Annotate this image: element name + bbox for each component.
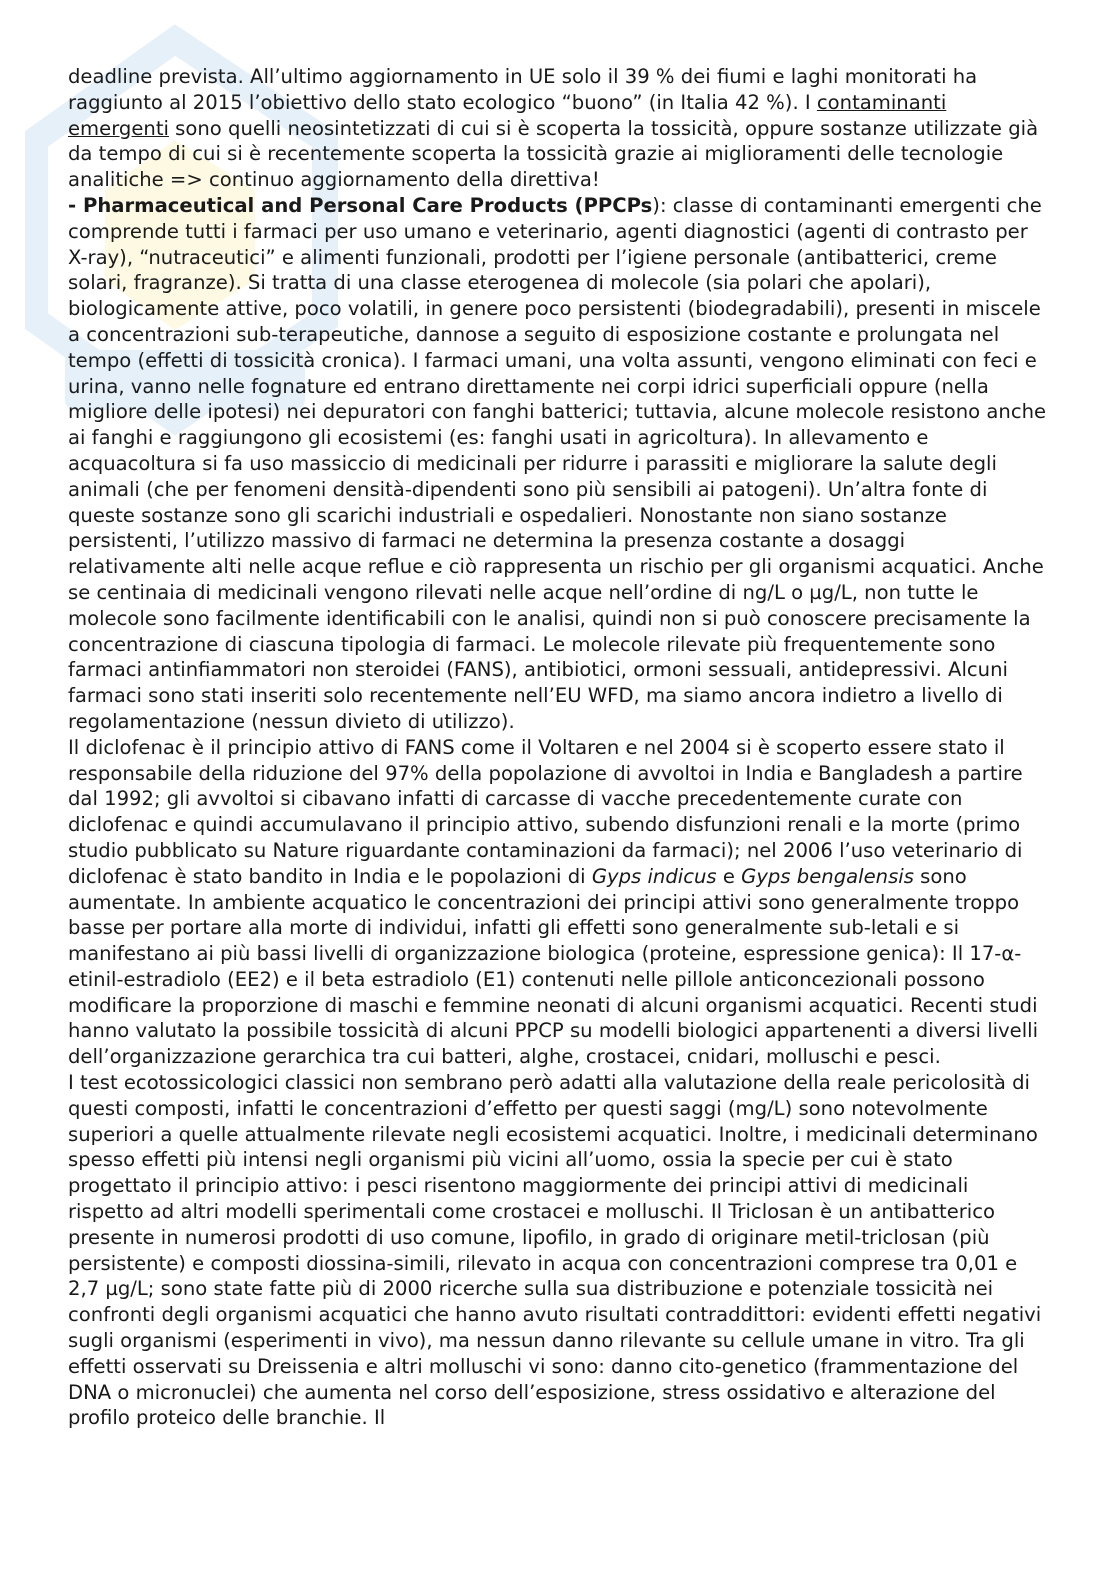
paragraph-ecotox-tests [68,1070,1048,1431]
section-heading: - Pharmaceutical and Personal Care Products (PPCPs [68,193,653,217]
text-segment: deadline prevista. All’ultimo aggiornamento in UE solo il 39 % dei fiumi e laghi monitorati ha raggiunto al 2015 l’obiettivo dello stato ecologico “buono” (in Italia 42 %). I [68,65,978,114]
text-segment: ): classe di contaminanti emergenti che comprende tutti i farmaci per uso umano e veterinario, agenti diagnostici (agenti di contrasto per X-ray), “nutraceutici” e alimenti funzionali, prodotti per l’igiene personale (antibatterici, creme solari, fragranze). Si tratta di una classe eterogenea di molecole (sia polari che apolari), biologicamente attive, poco volatili, in genere poco persistenti (biodegradabili), presenti in miscele a concentrazioni sub-terapeutiche, dannose a seguito di esposizione costante e prolungata nel tempo (effetti di tossicità cronica). I farmaci umani, una volta assunti, vengono eliminati con feci e urina, vanno nelle fognature ed entrano direttamente nei corpi idrici superficiali oppure (nella migliore delle ipotesi) nei depuratori con fanghi batterici; tuttavia, alcune molecole resistono anche ai fanghi e raggiungono gli ecosistemi (es: fanghi usati in agricoltura). In allevamento e acquacoltura si fa uso massiccio di medicinali per ridurre i parassiti e migliorare la salute degli animali (che per fenomeni densità-dipendenti sono più sensibili ai patogeni). Un’altra fonte di queste sostanze sono gli scarichi industriali e ospedalieri. Nonostante non siano sostanze persistenti, l’utilizzo massivo di farmaci ne determina la presenza costante a dosaggi relativamente alti nelle acque reflue e ciò rappresenta un rischio per gli organismi acquatici. Anche se centinaia di medicinali vengono rilevati nelle acque nell’ordine di ng/L o µg/L, non tutte le molecole sono facilmente identificabili con le analisi, quindi non si può conoscere precisamente la concentrazione di ciascuna tipologia di farmaci. Le molecole rilevate più frequentemente sono farmaci antinfiammatori non steroidei (FANS), antibiotici, ormoni sessuali, antidepressivi. Alcuni farmaci sono stati inseriti solo recentemente nell’EU WFD, ma siamo ancora indietro a livello di regolamentazione (nessun divieto di utilizzo). [68,193,1047,733]
text-segment: sono aumentate. In ambiente acquatico le concentrazioni dei principi attivi sono generalmente troppo basse per portare alla morte di individui, infatti gli effetti sono generalmente sub-letali e si manifestano ai più bassi livelli di organizzazione biologica (proteine, espressione genica): Il 17-α-etinil-estradiolo (EE2) e il beta estradiolo (E1) contenuti nelle pillole anticoncezionali possono modificare la proporzione di maschi e femmine neonati di alcuni organismi acquatici. Recenti studi hanno valutato la possibile tossicità di alcuni PPCP su modelli biologici appartenenti a diversi livelli dell’organizzazione gerarchica tra cui batteri, alghe, crostacei, cnidari, molluschi e pesci. [68,864,1039,1069]
species-name: Gyps bengalensis [741,864,914,888]
underlined-term: contaminanti emergenti [68,90,947,140]
text-segment: I test ecotossicologici classici non sembrano però adatti alla valutazione della reale pericolosità di questi composti, infatti le concentrazioni d’effetto per questi saggi (mg/L) sono notevolmente superiori a quelle attualmente rilevate negli ecosistemi acquatici. Inoltre, i medicinali determinano spesso effetti più intensi negli organismi più vicini all’uomo, ossia la specie per cui è stato progettato il principio attivo: i pesci risentono maggiormente dei principi attivi di medicinali rispetto ad altri modelli sperimentali come crostacei e molluschi. Il Triclosan è un antibatterico presente in numerosi prodotti di uso comune, lipofilo, in grado di originare metil-triclosan (più persistente) e composti diossina-simili, rilevato in acqua con concentrazioni comprese tra 0,01 e 2,7 µg/L; sono state fatte più di 2000 ricerche sulla sua distribuzione e potenziale tossicità nei confronti degli organismi acquatici che hanno avuto risultati contraddittori: evidenti effetti negativi sugli organismi (esperimenti in vivo), ma nessun danno rilevante su cellule umane in vitro. Tra gli effetti osservati su Dreissenia e altri molluschi vi sono: danno cito-genetico (frammentazione del DNA o micronuclei) che aumenta nel corso dell’esposizione, stress ossidativo e alterazione del profilo proteico delle branchie. Il [68,1071,1042,1430]
paragraph-water-status [68,64,1048,193]
paragraph-ppcps [68,193,1048,735]
species-name: Gyps indicus [591,864,717,888]
text-segment: sono quelli neosintetizzati di cui si è scoperta la tossicità, oppure sostanze utilizzate già da tempo di cui si è recentemente scoperta la tossicità grazie ai miglioramenti delle tecnologie analitiche => continuo aggiornamento della direttiva! [68,116,1039,192]
document-body [68,64,1048,1431]
text-segment: e [716,864,742,888]
paragraph-diclofenac [68,735,1048,1070]
text-segment: Il diclofenac è il principio attivo di FANS come il Voltaren e nel 2004 si è scoperto essere stato il responsabile della riduzione del 97% della popolazione di avvoltoi in India e Bangladesh a partire dal 1992; gli avvoltoi si cibavano infatti di carcasse di vacche precedentemente curate con diclofenac e quindi accumulavano il principio attivo, subendo disfunzioni renali e la morte (primo studio pubblicato su Nature riguardante contaminazioni da farmaci); nel 2006 l’uso veterinario di diclofenac è stato bandito in India e le popolazioni di [68,735,1023,888]
